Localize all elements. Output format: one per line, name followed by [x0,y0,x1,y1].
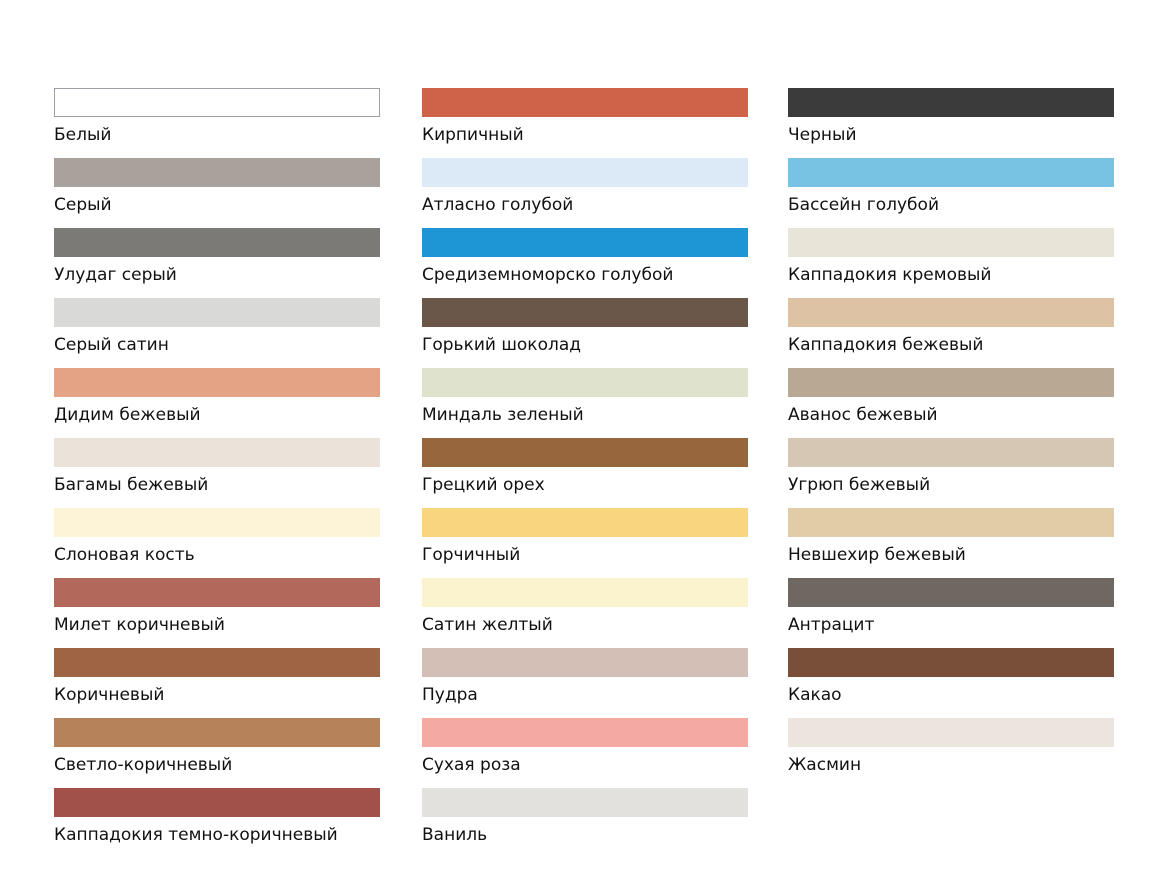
color-swatch-label: Угрюп бежевый [788,475,931,495]
color-swatch-label: Грецкий орех [422,475,545,495]
color-swatch-chip[interactable] [422,508,748,537]
color-swatch-label: Атласно голубой [422,195,574,215]
color-swatch-chip[interactable] [422,438,748,467]
color-swatch-label: Серый сатин [54,335,169,355]
color-swatch-item[interactable] [788,368,1114,426]
color-swatch-item[interactable] [54,648,380,706]
palette-column-3 [788,88,1114,788]
color-swatch-chip[interactable] [788,438,1114,467]
color-swatch-item[interactable] [422,298,748,356]
color-swatch-item[interactable] [788,648,1114,706]
color-swatch-chip[interactable] [422,788,748,817]
color-swatch-label: Жасмин [788,755,862,775]
color-swatch-chip[interactable] [422,578,748,607]
color-swatch-chip[interactable] [788,228,1114,257]
color-swatch-label: Пудра [422,685,478,705]
color-swatch-chip[interactable] [788,718,1114,747]
color-swatch-chip[interactable] [788,368,1114,397]
color-swatch-chip[interactable] [788,508,1114,537]
color-swatch-label: Какао [788,685,842,705]
color-swatch-item[interactable] [54,158,380,216]
color-swatch-item[interactable] [54,578,380,636]
color-swatch-label: Серый [54,195,112,215]
color-swatch-chip[interactable] [54,648,380,677]
color-swatch-item[interactable] [788,88,1114,146]
color-swatch-item[interactable] [422,578,748,636]
color-swatch-label: Коричневый [54,685,165,705]
color-swatch-label: Ваниль [422,825,488,845]
color-swatch-item[interactable] [422,718,748,776]
color-swatch-chip[interactable] [422,158,748,187]
color-swatch-label: Каппадокия темно-коричневый [54,825,338,845]
color-swatch-item[interactable] [54,718,380,776]
color-swatch-item[interactable] [788,718,1114,776]
color-swatch-label: Миндаль зеленый [422,405,584,425]
color-swatch-label: Антрацит [788,615,875,635]
color-swatch-chip[interactable] [54,228,380,257]
color-swatch-label: Черный [788,125,857,145]
color-swatch-chip[interactable] [422,228,748,257]
color-swatch-chip[interactable] [54,788,380,817]
color-swatch-label: Аванос бежевый [788,405,938,425]
color-swatch-label: Каппадокия бежевый [788,335,984,355]
color-swatch-label: Милет коричневый [54,615,225,635]
color-swatch-label: Светло-коричневый [54,755,233,775]
color-swatch-item[interactable] [422,788,748,846]
color-swatch-chip[interactable] [422,368,748,397]
color-swatch-chip[interactable] [54,718,380,747]
palette-column-1 [54,88,380,858]
color-swatch-item[interactable] [788,158,1114,216]
color-swatch-item[interactable] [422,648,748,706]
color-swatch-label: Кирпичный [422,125,524,145]
color-swatch-chip[interactable] [54,578,380,607]
color-swatch-item[interactable] [54,788,380,846]
palette-column-2 [422,88,748,858]
color-swatch-chip[interactable] [788,298,1114,327]
color-swatch-item[interactable] [422,438,748,496]
color-swatch-item[interactable] [788,298,1114,356]
color-swatch-label: Средиземноморско голубой [422,265,674,285]
color-swatch-item[interactable] [54,228,380,286]
color-swatch-item[interactable] [54,508,380,566]
color-swatch-chip[interactable] [54,508,380,537]
color-swatch-chip[interactable] [54,368,380,397]
color-swatch-chip[interactable] [422,718,748,747]
color-swatch-item[interactable] [422,508,748,566]
color-swatch-chip[interactable] [788,578,1114,607]
color-swatch-label: Багамы бежевый [54,475,209,495]
color-swatch-item[interactable] [54,88,380,146]
color-swatch-label: Каппадокия кремовый [788,265,992,285]
color-swatch-label: Сухая роза [422,755,521,775]
color-swatch-item[interactable] [788,508,1114,566]
color-swatch-label: Улудаг серый [54,265,177,285]
color-swatch-item[interactable] [54,368,380,426]
color-swatch-item[interactable] [422,228,748,286]
color-swatch-label: Дидим бежевый [54,405,201,425]
color-swatch-chip[interactable] [54,438,380,467]
color-swatch-chip[interactable] [788,648,1114,677]
color-swatch-item[interactable] [788,438,1114,496]
color-swatch-label: Горчичный [422,545,521,565]
color-swatch-item[interactable] [54,438,380,496]
color-swatch-item[interactable] [788,228,1114,286]
color-swatch-chip[interactable] [54,88,380,117]
color-swatch-chip[interactable] [54,158,380,187]
color-swatch-chip[interactable] [422,648,748,677]
color-swatch-item[interactable] [422,158,748,216]
color-swatch-label: Белый [54,125,112,145]
color-swatch-label: Бассейн голубой [788,195,939,215]
color-swatch-chip[interactable] [422,298,748,327]
color-swatch-label: Сатин желтый [422,615,553,635]
color-swatch-item[interactable] [788,578,1114,636]
color-swatch-item[interactable] [422,368,748,426]
color-swatch-label: Горький шоколад [422,335,582,355]
color-swatch-chip[interactable] [788,88,1114,117]
color-swatch-chip[interactable] [422,88,748,117]
color-swatch-item[interactable] [422,88,748,146]
color-swatch-chip[interactable] [54,298,380,327]
color-swatch-chip[interactable] [788,158,1114,187]
color-swatch-label: Слоновая кость [54,545,195,565]
color-swatch-item[interactable] [54,298,380,356]
color-swatch-label: Невшехир бежевый [788,545,966,565]
